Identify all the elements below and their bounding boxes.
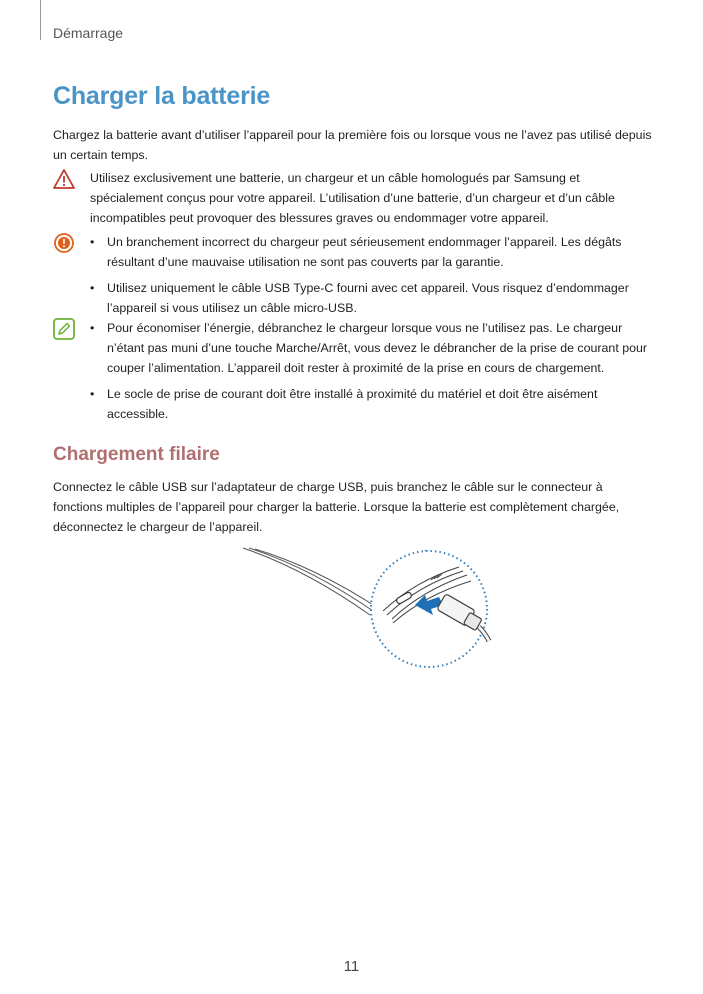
warning-text: Utilisez exclusivement une batterie, un chargeur et un câble homologués par Samsung et spécialement conçus pour votre appareil. L’utilisation d’une batterie, d’un chargeur et d’un câble incompatibles peut provoquer des blessures graves ou endommager votre appareil. (90, 171, 615, 225)
note-list (53, 318, 653, 424)
caution-item-text: Un branchement incorrect du chargeur peut sérieusement endommager l’appareil. Les dégâts résultant d’une mauvaise utilisation ne sont pas couverts par la garantie. (107, 235, 622, 269)
note-item-text: Le socle de prise de courant doit être installé à proximité du matériel et doit être aisément accessible. (107, 387, 598, 421)
list-item (90, 384, 653, 424)
list-item (90, 232, 653, 272)
note-pencil-icon (53, 318, 75, 340)
bullet: • (90, 235, 95, 249)
charging-illustration (235, 545, 495, 670)
header-side-rule (40, 0, 41, 40)
section-paragraph: Connectez le câble USB sur l’adaptateur de charge USB, puis branchez le câble sur le connecteur à fonctions multiples de l’appareil pour charger la batterie. Lorsque la batterie est complètement chargée, déconnectez le chargeur de l’appareil. (53, 480, 620, 534)
caution-circle-icon (53, 232, 75, 254)
intro-paragraph: Chargez la batterie avant d’utiliser l’appareil pour la première fois ou lorsque vous ne l’avez pas utilisé depuis un certain temps. (53, 128, 652, 162)
section-title: Chargement filaire (53, 444, 220, 465)
caution-item-text: Utilisez uniquement le câble USB Type-C fourni avec cet appareil. Vous risquez d’endommager l’appareil si vous utilisez un câble micro-USB. (107, 281, 629, 315)
page-number: 11 (343, 958, 360, 975)
page-title: Charger la batterie (53, 82, 271, 110)
bullet: • (90, 281, 95, 295)
warning-notice (53, 168, 653, 228)
bullet: • (90, 387, 95, 401)
list-item (90, 318, 653, 378)
bullet: • (90, 321, 95, 335)
section-header: Démarrage (53, 25, 124, 41)
note-notice (53, 318, 653, 430)
list-item (90, 278, 653, 318)
note-item-text: Pour économiser l’énergie, débranchez le chargeur lorsque vous ne l’utilisez pas. Le chargeur n’étant pas muni d’une touche Marche/Arrêt, vous devez le débrancher de la prise de courant pour couper l’alimentation. L’appareil doit rester à proximité de la prise en cours de chargement. (107, 321, 648, 375)
caution-list (53, 232, 653, 318)
warning-triangle-icon (53, 168, 75, 190)
caution-notice (53, 232, 653, 324)
